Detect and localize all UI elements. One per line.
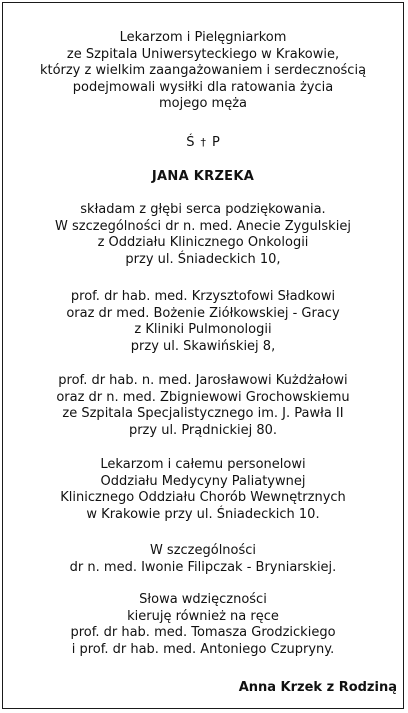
gratitude-line: prof. dr hab. med. Tomasza Grodzickiego bbox=[70, 625, 336, 640]
pulmonology-line: prof. dr hab. med. Krzysztofowi Sładkowi bbox=[70, 289, 336, 304]
intro-line: Lekarzom i Pielęgniarkom bbox=[119, 30, 287, 45]
gratitude-block bbox=[3, 592, 403, 658]
intro-line: ze Szpitala Uniwersyteckiego w Krakowie, bbox=[66, 46, 340, 62]
palliative-line: Oddziału Medycyny Paliatywnej bbox=[100, 473, 306, 489]
specialist-hospital-line: prof. dr hab. n. med. Jarosławowi Kużdżałowi bbox=[58, 373, 348, 388]
thanks-line: przy ul. Śniadeckich 10, bbox=[125, 251, 281, 267]
special-mention-line: W szczególności bbox=[149, 543, 257, 558]
palliative-block bbox=[3, 457, 403, 523]
palliative-line: Lekarzom i całemu personelowi bbox=[100, 457, 306, 472]
intro-block bbox=[3, 30, 403, 113]
gratitude-line: Słowa wdzięczności bbox=[139, 592, 267, 607]
thanks-line: W szczególności dr n. med. Anecie Zygulskiej bbox=[55, 218, 351, 234]
pulmonology-line: przy ul. Skawińskiej 8, bbox=[130, 338, 276, 354]
pulmonology-line: oraz dr med. Bożenie Ziółkowskiej - Gracy bbox=[66, 305, 340, 321]
thanks-block bbox=[3, 202, 403, 268]
pulmonology-line: z Kliniki Pulmonologii bbox=[134, 322, 272, 337]
thanks-line: z Oddziału Klinicznego Onkologii bbox=[97, 235, 309, 250]
obituary-notice bbox=[2, 2, 404, 709]
in-memoriam-right: P bbox=[211, 135, 220, 150]
gratitude-line: i prof. dr hab. med. Antoniego Czupryny. bbox=[71, 641, 335, 657]
palliative-line: w Krakowie przy ul. Śniadeckich 10. bbox=[86, 506, 320, 522]
specialist-hospital-line: ze Szpitala Specjalistycznego im. J. Pawła II bbox=[62, 406, 344, 421]
gratitude-line: kieruję również na ręce bbox=[127, 608, 279, 624]
intro-line: mojego męża bbox=[158, 96, 248, 111]
cross-icon: † bbox=[200, 136, 206, 149]
signature: Anna Krzek z Rodziną bbox=[238, 680, 397, 695]
specialist-hospital-line: oraz dr n. med. Zbigniewowi Grochowskiemu bbox=[56, 389, 350, 405]
intro-line: którzy z wielkim zaangażowaniem i serdecznością bbox=[39, 63, 367, 78]
special-mention-block bbox=[3, 543, 403, 576]
in-memoriam-line bbox=[3, 135, 403, 152]
palliative-line: Klinicznego Oddziału Chorób Wewnętrznych bbox=[60, 490, 346, 505]
specialist-hospital-line: przy ul. Prądnickiej 80. bbox=[128, 422, 278, 438]
special-mention-line: dr n. med. Iwonie Filipczak - Bryniarskiej. bbox=[69, 559, 337, 575]
thanks-line: składam z głębi serca podziękowania. bbox=[80, 202, 326, 217]
pulmonology-block bbox=[3, 289, 403, 355]
deceased-name: JANA KRZEKA bbox=[151, 169, 255, 184]
specialist-hospital-block bbox=[3, 373, 403, 439]
in-memoriam-left: Ś bbox=[186, 135, 195, 150]
intro-line: podejmowali wysiłki dla ratowania życia bbox=[72, 79, 334, 95]
